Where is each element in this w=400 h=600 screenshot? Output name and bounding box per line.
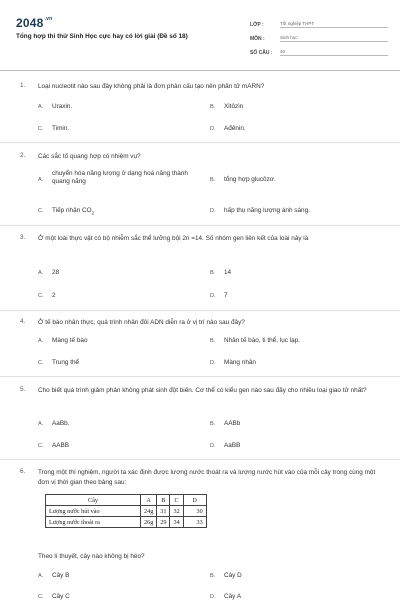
table-cell: Lượng nước hút vào — [46, 506, 141, 517]
option-letter: D. — [210, 443, 216, 449]
document-title: Tổng hợp thi thử Sinh Học cực hay có lời giải (Đề số 18) — [16, 33, 188, 40]
table-cell: 31 — [157, 506, 170, 517]
table-header-row — [46, 495, 207, 506]
option-text: 7 — [224, 292, 228, 299]
question-number: 2. — [20, 152, 26, 159]
table-header-cell: C — [170, 495, 183, 506]
option-letter: B. — [210, 338, 216, 344]
question-stem: Các sắc tố quang hợp có nhiệm vụ? — [38, 153, 141, 160]
meta-label: MÔN : — [250, 36, 265, 42]
question-number: 6. — [20, 468, 26, 475]
option-text: 28 — [52, 269, 60, 276]
option-letter: D. — [210, 360, 216, 366]
question-divider — [0, 142, 400, 143]
option-text: Ađênin. — [224, 125, 246, 132]
question-divider — [0, 459, 400, 460]
option-letter: B. — [210, 421, 216, 427]
table-cell: Lượng nước thoát ra — [46, 517, 141, 528]
option-text: Xitôzin — [224, 103, 244, 110]
option-letter: A. — [38, 338, 44, 344]
option-letter: C. — [38, 594, 44, 600]
option-text: Timin. — [52, 125, 70, 132]
question-number: 4. — [20, 318, 26, 325]
table-cell: 34 — [170, 517, 183, 528]
meta-label: LỚP : — [250, 22, 264, 28]
meta-class — [250, 14, 388, 28]
option-text: Nhân tế bào, ti thể, lục lạp. — [224, 337, 301, 344]
option-letter: A. — [38, 270, 44, 276]
option-letter: B. — [210, 270, 216, 276]
data-table — [45, 494, 207, 528]
document-header — [0, 0, 400, 62]
meta-value: Tốt nghiệp THPT — [280, 21, 388, 28]
question-stem: Cho biết quá trình giảm phân không phát sinh đột biến. Cơ thể có kiểu gen nào sau đây cho nhiều loại giao tử nhất? — [38, 387, 367, 394]
option-text: Tiếp nhận $CO_2$ — [52, 207, 95, 216]
option-letter: A. — [38, 421, 44, 427]
meta-subject — [250, 28, 388, 42]
option-text: Cây B — [52, 572, 70, 579]
meta-label: SỐ CÂU : — [250, 50, 273, 56]
option-letter: B. — [210, 104, 216, 110]
option-text: hấp thụ năng lượng ánh sáng. — [224, 207, 310, 214]
option-letter: A. — [38, 573, 44, 579]
question-number: 3. — [20, 234, 26, 241]
option-text: Cây A — [224, 593, 242, 600]
table-cell: 26g — [141, 517, 157, 528]
option-text: 2 — [52, 292, 56, 299]
question-stem: Ở một loài thực vật có bộ nhiễm sắc thể lưỡng bội 2n =14. Số nhóm gen liên kết của loài này là — [38, 235, 309, 242]
question-number: 1. — [20, 82, 26, 89]
header-divider — [0, 70, 400, 71]
option-text: Trung thể — [52, 359, 80, 366]
option-text: tổng hợp glucôzơ. — [224, 176, 276, 183]
option-letter: C. — [38, 208, 44, 214]
option-letter: C. — [38, 443, 44, 449]
option-text: Cây C — [52, 593, 70, 600]
table-cell: 24g — [141, 506, 157, 517]
site-logo[interactable]: $2048^{.vn}$ — [16, 16, 53, 30]
option-letter: C. — [38, 293, 44, 299]
option-text: AaBb. — [52, 420, 70, 427]
question-stem: Ở tế bào nhân thực, quá trình nhân đôi ADN diễn ra ở vị trí nào sau đây? — [38, 319, 245, 326]
option-text: Cây D — [224, 572, 242, 579]
option-text: AaBB — [224, 442, 241, 449]
option-letter: A. — [38, 104, 44, 110]
option-letter: D. — [210, 126, 216, 132]
option-letter: D. — [210, 293, 216, 299]
question-divider — [0, 225, 400, 226]
option-text: Uraxin. — [52, 103, 73, 110]
table-header-cell: A — [141, 495, 157, 506]
table-cell: 30 — [183, 506, 206, 517]
table-header-cell: D — [183, 495, 206, 506]
option-text: Màng tế bào — [52, 337, 88, 344]
meta-value: Sinh học — [280, 35, 388, 42]
option-text: 14 — [224, 269, 232, 276]
option-text: chuyển hóa năng lượng ở dạng hoá năng thành quang năng — [52, 170, 188, 185]
option-letter: B. — [210, 177, 216, 183]
option-text: AABb — [224, 420, 241, 427]
question-divider — [0, 376, 400, 377]
option-text: AABB — [52, 442, 70, 449]
option-letter: B. — [210, 573, 216, 579]
table-cell: 32 — [170, 506, 183, 517]
table-header-cell: Cây — [46, 495, 141, 506]
option-letter: C. — [38, 360, 44, 366]
option-letter: D. — [210, 208, 216, 214]
meta-question-count — [250, 42, 388, 56]
question-follow-up: Theo lí thuyết, cây nào không bị héo? — [38, 553, 145, 560]
meta-value: 40 — [280, 49, 388, 56]
document-meta — [250, 14, 388, 56]
option-text: Màng nhân — [224, 359, 256, 366]
table-row — [46, 517, 207, 528]
question-stem: Trong một thí nghiệm, người ta xác định được lượng nước thoát ra và lượng nước hút vào của mỗi cây trong cùng một đơn vị thời gian theo bảng sau: — [38, 469, 376, 486]
table-row — [46, 506, 207, 517]
option-letter: D. — [210, 594, 216, 600]
table-cell: 29 — [157, 517, 170, 528]
table-header-cell: B — [157, 495, 170, 506]
question-divider — [0, 310, 400, 311]
option-letter: A. — [38, 177, 44, 183]
option-letter: C. — [38, 126, 44, 132]
table-cell: 33 — [183, 517, 206, 528]
question-number: 5. — [20, 386, 26, 393]
question-stem: Loại nucleotit nào sau đây không phải là đơn phân cấu tạo nên phân tử mARN? — [38, 83, 265, 90]
